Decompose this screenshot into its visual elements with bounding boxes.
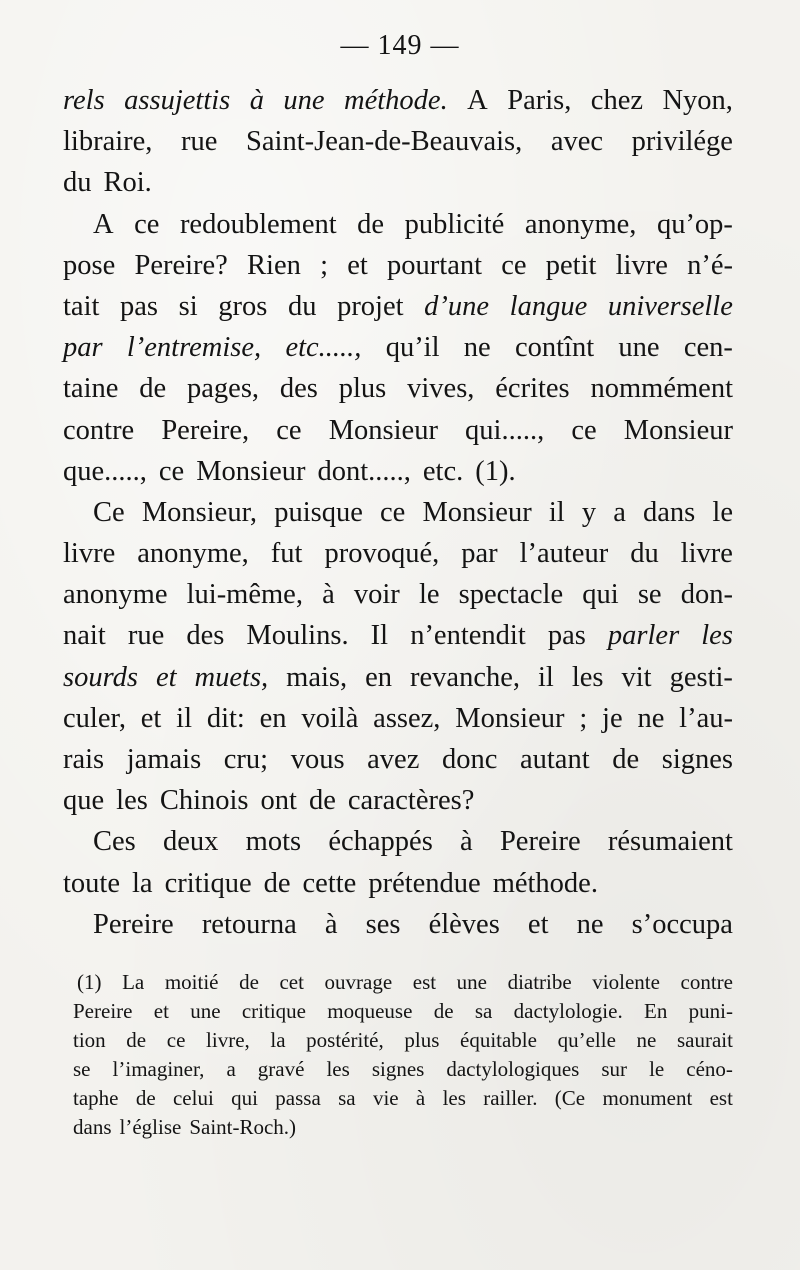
text-line xyxy=(63,657,733,698)
word: du xyxy=(287,290,317,322)
footnote-line xyxy=(73,1055,733,1084)
word: ; xyxy=(320,249,329,281)
word: écrites xyxy=(495,373,570,405)
word: résumaient xyxy=(607,826,733,858)
word: critique xyxy=(241,999,306,1023)
word: caractères? xyxy=(347,785,475,817)
word: universelle xyxy=(607,290,733,322)
word: n’entendit xyxy=(410,620,526,652)
word: provoqué, xyxy=(324,538,440,570)
word: revanche, xyxy=(410,661,520,693)
word: sa xyxy=(338,1086,356,1110)
word: contre xyxy=(63,414,135,446)
word: l’imaginer, xyxy=(112,1057,205,1081)
word: monument xyxy=(602,1086,693,1110)
word: Rien xyxy=(247,249,301,281)
text-line xyxy=(63,615,733,656)
word: rais xyxy=(63,744,105,775)
text-line xyxy=(63,698,733,739)
word: fut xyxy=(270,538,303,570)
word: mots xyxy=(245,826,302,858)
word: projet xyxy=(337,290,404,322)
word: des xyxy=(186,620,225,652)
word: toute xyxy=(63,867,120,899)
word: moitié xyxy=(164,970,219,994)
word: l’entremise, xyxy=(126,332,262,364)
word: a xyxy=(226,1057,236,1081)
body-text xyxy=(63,80,733,945)
text-line xyxy=(63,821,733,862)
word: de xyxy=(139,373,167,405)
word: céno- xyxy=(686,1057,733,1081)
word: Pereire xyxy=(499,826,581,858)
word: se xyxy=(637,579,662,611)
word: pas xyxy=(120,290,159,322)
footnote-line xyxy=(73,997,733,1026)
word: Monsieur xyxy=(623,414,733,446)
text-line xyxy=(63,245,733,286)
word: les xyxy=(326,1057,350,1081)
word: équitable xyxy=(460,1028,537,1052)
word: (Ce xyxy=(554,1086,586,1110)
word: ne xyxy=(636,1028,657,1052)
word: à xyxy=(249,85,264,116)
word: Pereire xyxy=(73,999,133,1023)
word: jamais xyxy=(126,744,202,775)
text-line xyxy=(63,121,733,162)
text-line xyxy=(63,368,733,409)
word: en xyxy=(259,702,287,734)
word: de xyxy=(135,1086,156,1110)
word: railler. xyxy=(483,1086,538,1110)
word: livre xyxy=(615,249,668,281)
word: ce xyxy=(158,455,185,487)
word: anonyme, xyxy=(137,538,249,570)
word: qui xyxy=(231,1086,258,1110)
word: Moulins. xyxy=(246,620,349,652)
word: les xyxy=(571,661,604,693)
word: des xyxy=(279,373,318,405)
word: par xyxy=(63,332,103,364)
word: Pereire? xyxy=(134,249,228,281)
word: puni- xyxy=(688,999,733,1023)
word: pages, xyxy=(187,373,260,405)
word: etc....., xyxy=(285,332,362,364)
text-line xyxy=(63,492,733,533)
word: qu’il xyxy=(385,332,440,364)
word: du xyxy=(63,167,92,199)
word: qui....., xyxy=(465,414,545,446)
word: une xyxy=(283,85,325,116)
word: culer, xyxy=(63,702,126,734)
word: s’occupa xyxy=(631,908,733,940)
word: je xyxy=(602,702,623,734)
word: qu’elle xyxy=(557,1028,616,1052)
word: puisque xyxy=(274,496,363,528)
word: Nyon, xyxy=(662,85,733,116)
word: postérité, xyxy=(306,1028,384,1052)
word: est xyxy=(709,1086,733,1110)
word: et xyxy=(153,999,169,1023)
text-line xyxy=(63,204,733,245)
word: prétendue xyxy=(368,867,481,899)
word: cette xyxy=(302,867,357,899)
footnote-line xyxy=(73,1084,733,1113)
word: assujettis xyxy=(124,85,231,116)
word: ne xyxy=(576,908,604,940)
word: l’église xyxy=(119,1115,182,1139)
word: ce xyxy=(380,496,406,528)
word: La xyxy=(122,970,145,994)
word: à xyxy=(322,579,335,611)
word: échappés xyxy=(328,826,433,858)
word: la xyxy=(132,867,153,899)
word: vit xyxy=(621,661,652,693)
word: l’au- xyxy=(679,702,733,734)
word: Roi. xyxy=(103,167,152,199)
word: de xyxy=(433,999,454,1023)
footnote xyxy=(73,968,733,1142)
word: gesti- xyxy=(669,661,733,693)
word: tait xyxy=(63,290,100,322)
word: à xyxy=(415,1086,426,1110)
word: qu’op- xyxy=(656,208,733,240)
word: de xyxy=(263,867,291,899)
word: rue xyxy=(127,620,165,652)
word: une xyxy=(190,999,221,1023)
word: anonyme xyxy=(63,579,168,611)
word: moqueuse xyxy=(327,999,413,1023)
footnote-line xyxy=(73,968,733,997)
word: il xyxy=(176,702,192,734)
word: dit: xyxy=(206,702,245,734)
word: élèves xyxy=(428,908,500,940)
word: Monsieur xyxy=(422,496,532,528)
word: ce xyxy=(501,249,527,281)
word: il xyxy=(538,661,554,693)
word: les xyxy=(116,785,148,817)
word: langue xyxy=(509,290,588,322)
word: passa xyxy=(275,1086,321,1110)
text-line xyxy=(63,410,733,451)
word: a xyxy=(613,496,626,528)
word: l’auteur xyxy=(519,538,609,570)
word: si xyxy=(178,290,198,322)
word: En xyxy=(644,999,668,1023)
word: est xyxy=(412,970,437,994)
word: critique xyxy=(164,867,252,899)
word: signes xyxy=(371,1057,425,1081)
word: dactylologie. xyxy=(513,999,623,1023)
word: en xyxy=(365,661,393,693)
word: ce xyxy=(166,1028,186,1052)
word: signes xyxy=(661,744,733,775)
word: dactylologiques xyxy=(446,1057,580,1081)
word: rels xyxy=(63,85,105,116)
word: ses xyxy=(365,908,401,940)
text-line xyxy=(63,162,733,203)
word: diatribe xyxy=(507,970,572,994)
word: à xyxy=(460,826,473,858)
word: Ce xyxy=(93,496,125,528)
word: plus xyxy=(338,373,387,405)
word: (1) xyxy=(77,970,102,994)
word: ne xyxy=(463,332,491,364)
word: assez, xyxy=(373,702,441,734)
word: ont xyxy=(260,785,297,817)
word: retourna xyxy=(201,908,297,940)
word: A xyxy=(467,85,488,116)
word: libraire, xyxy=(63,126,153,158)
word: avez xyxy=(367,744,420,775)
word: vous xyxy=(290,744,345,775)
word: petit xyxy=(545,249,597,281)
text-line xyxy=(63,451,733,492)
word: chez xyxy=(590,85,643,116)
word: livre xyxy=(63,538,116,570)
text-line xyxy=(63,80,733,121)
word: spectacle xyxy=(458,579,564,611)
footnote-line xyxy=(73,1113,733,1142)
word: livre, xyxy=(206,1028,250,1052)
word: violente xyxy=(592,970,660,994)
page-number: — 149 — xyxy=(340,30,460,61)
word: méthode. xyxy=(492,867,598,899)
word: sa xyxy=(474,999,493,1023)
text-line xyxy=(63,574,733,615)
text-line xyxy=(63,533,733,574)
word: Monsieur xyxy=(328,414,438,446)
word: rue xyxy=(181,126,218,158)
text-line xyxy=(63,863,733,904)
word: pas xyxy=(547,620,586,652)
word: ce xyxy=(276,414,302,446)
word: sur xyxy=(601,1057,628,1081)
word: ce xyxy=(571,414,597,446)
word: privilége xyxy=(631,126,733,158)
word: le xyxy=(649,1057,665,1081)
word: contre xyxy=(680,970,733,994)
word: sourds xyxy=(63,661,138,693)
word: ; xyxy=(579,702,588,734)
word: lui-même, xyxy=(186,579,303,611)
word: Paris, xyxy=(507,85,572,116)
word: anonyme, xyxy=(524,208,637,240)
word: A xyxy=(93,208,114,240)
text-line xyxy=(63,904,733,945)
word: Pereire xyxy=(93,908,174,940)
word: la xyxy=(270,1028,286,1052)
text-line xyxy=(63,780,733,821)
word: nommément xyxy=(590,373,733,405)
word: Saint-Roch.) xyxy=(189,1115,297,1139)
word: par xyxy=(461,538,498,570)
word: avec xyxy=(550,126,604,158)
word: y xyxy=(581,496,597,528)
word: autant xyxy=(519,744,590,775)
word: de xyxy=(308,785,336,817)
word: de xyxy=(126,1028,147,1052)
word: voir xyxy=(353,579,400,611)
word: ne xyxy=(637,702,665,734)
word: celui xyxy=(172,1086,214,1110)
word: voilà xyxy=(301,702,359,734)
word: une xyxy=(456,970,487,994)
word: le xyxy=(418,579,440,611)
word: (1). xyxy=(475,455,516,487)
word: et xyxy=(347,249,368,281)
word: dont....., xyxy=(317,455,411,487)
text-line xyxy=(63,327,733,368)
word: Ces xyxy=(93,826,136,858)
word: de xyxy=(612,744,640,775)
word: taphe xyxy=(73,1086,119,1110)
word: tion xyxy=(73,1028,106,1052)
word: dans xyxy=(643,496,696,528)
word: Monsieur, xyxy=(141,496,258,528)
word: de xyxy=(357,208,385,240)
word: gros xyxy=(218,290,268,322)
word: se xyxy=(73,1057,91,1081)
word: contînt xyxy=(514,332,595,364)
word: les xyxy=(442,1086,466,1110)
word: vie xyxy=(372,1086,399,1110)
word: de xyxy=(239,970,259,994)
word: et xyxy=(140,702,162,734)
word: cet xyxy=(279,970,304,994)
word: que xyxy=(63,785,105,817)
word: taine xyxy=(63,373,119,405)
word: don- xyxy=(680,579,733,611)
word: mais, xyxy=(286,661,348,693)
word: dans xyxy=(73,1115,112,1139)
word: les xyxy=(701,620,733,652)
word: cru; xyxy=(223,744,269,775)
word: nait xyxy=(63,620,106,652)
word: Monsieur xyxy=(455,702,565,734)
word: Monsieur xyxy=(196,455,306,487)
word: d’une xyxy=(424,290,490,322)
word: que....., xyxy=(63,455,147,487)
word: Pereire, xyxy=(161,414,250,446)
word: publicité xyxy=(404,208,505,240)
footnote-line xyxy=(73,1026,733,1055)
word: n’é- xyxy=(687,249,733,281)
word: etc. xyxy=(422,455,464,487)
word: saurait xyxy=(676,1028,733,1052)
word: ce xyxy=(134,208,160,240)
word: plus xyxy=(404,1028,440,1052)
word: Il xyxy=(370,620,389,652)
word: vives, xyxy=(407,373,475,405)
text-line xyxy=(63,739,733,780)
word: du xyxy=(630,538,659,570)
word: Chinois xyxy=(159,785,249,817)
word: ouvrage xyxy=(324,970,393,994)
word: le xyxy=(712,496,733,528)
word: et xyxy=(155,661,177,693)
text-line xyxy=(63,286,733,327)
word: une xyxy=(618,332,660,364)
word: qui xyxy=(582,579,619,611)
word: muets, xyxy=(194,661,269,693)
word: pose xyxy=(63,249,116,281)
word: livre xyxy=(680,538,733,570)
word: pourtant xyxy=(387,249,483,281)
word: deux xyxy=(163,826,219,858)
word: donc xyxy=(441,744,498,775)
word: Saint-Jean-de-Beauvais, xyxy=(246,126,523,158)
word: et xyxy=(527,908,549,940)
word: cen- xyxy=(683,332,733,364)
word: méthode. xyxy=(344,85,448,116)
word: il xyxy=(548,496,565,528)
word: parler xyxy=(607,620,680,652)
word: redoublement xyxy=(179,208,337,240)
word: gravé xyxy=(257,1057,305,1081)
word: à xyxy=(324,908,338,940)
